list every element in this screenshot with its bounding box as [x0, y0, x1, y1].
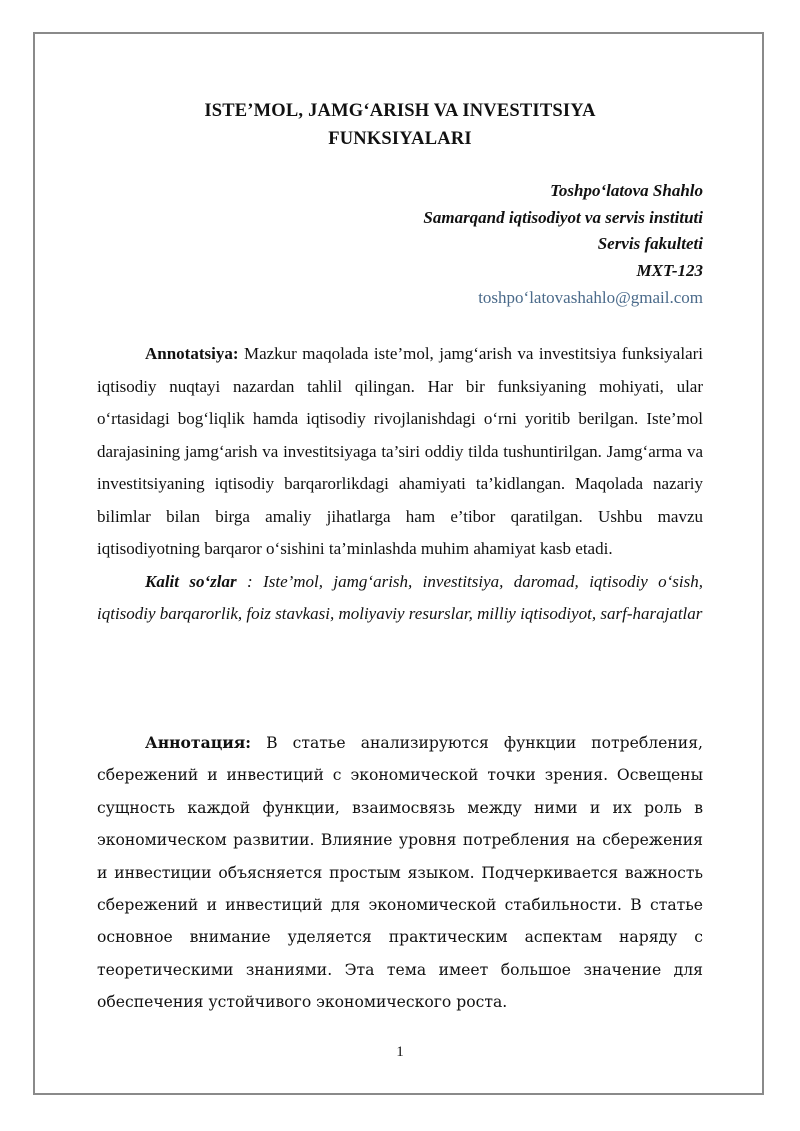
- abstract-ru-label: Аннотация:: [145, 733, 252, 752]
- author-name: Toshpo‘latova Shahlo: [550, 181, 703, 200]
- abstract-uz-section: [97, 338, 703, 631]
- abstract-ru: [97, 727, 703, 1019]
- title-line-2: FUNKSIYALARI: [328, 129, 472, 149]
- abstract-ru-section: [97, 727, 703, 1019]
- abstract-ru-text: В статье анализируются функции потребления, сбережений и инвестиций с экономической точки зрения. Освещены сущность каждой функции, взаимосвязь между ними и их роль в экономическом развитии. Влияние уровня потребления на сбережения и инвестиции объясняется простым языком. Подчеркивается важность сбережений и инвестиций для экономической стабильности. В статье основное внимание уделяется практическим аспектам наряду с теоретическими знаниями. Эта тема имеет большое значение для обеспечения устойчивого экономического роста.: [97, 734, 703, 1012]
- page-number: 1: [396, 1044, 404, 1060]
- abstract-uz-text: Mazkur maqolada iste’mol, jamg‘arish va investitsiya funksiyalari iqtisodiy nuqtayi nazardan tahlil qilingan. Har bir funksiyaning mohiyati, ular o‘rtasidagi bog‘liqlik hamda iqtisodiy rivojlanishdagi o‘rni yoritib berilgan. Iste’mol darajasining jamg‘arish va investitsiyaga ta’siri oddiy tilda tushuntirilgan. Jamg‘arma va investitsiyaning iqtisodiy barqarorlikdagi ahamiyati ta’kidlangan. Maqolada nazariy bilimlar bilan birga amaliy jihatlarga ham e’tibor qaratilgan. Ushbu mavzu iqtisodiyotning barqaror o‘sishini ta’minlashda muhim ahamiyat kasb etadi.: [97, 344, 703, 558]
- title-line-1: ISTE’MOL, JAMG‘ARISH VA INVESTITSIYA: [204, 101, 596, 121]
- author-email-link[interactable]: toshpo‘latovashahlo@gmail.com: [478, 288, 703, 307]
- author-group: MXT-123: [636, 260, 703, 280]
- keywords: [97, 566, 703, 631]
- author-institute: Samarqand iqtisodiyot va servis instituti: [423, 207, 703, 227]
- author-block: [97, 178, 703, 312]
- author-faculty: Servis fakulteti: [597, 234, 703, 253]
- abstract-uz-label: Annotatsiya:: [145, 344, 239, 363]
- keywords-label: Kalit so‘zlar: [145, 571, 237, 591]
- keywords-text: : Iste’mol, jamg‘arish, investitsiya, daromad, iqtisodiy o‘sish, iqtisodiy barqarorlik, foiz stavkasi, moliyaviy resurslar, milliy iqtisodiyot, sarf-harajatlar: [97, 571, 703, 623]
- article-title: [97, 97, 703, 153]
- abstract-uz: [97, 338, 703, 566]
